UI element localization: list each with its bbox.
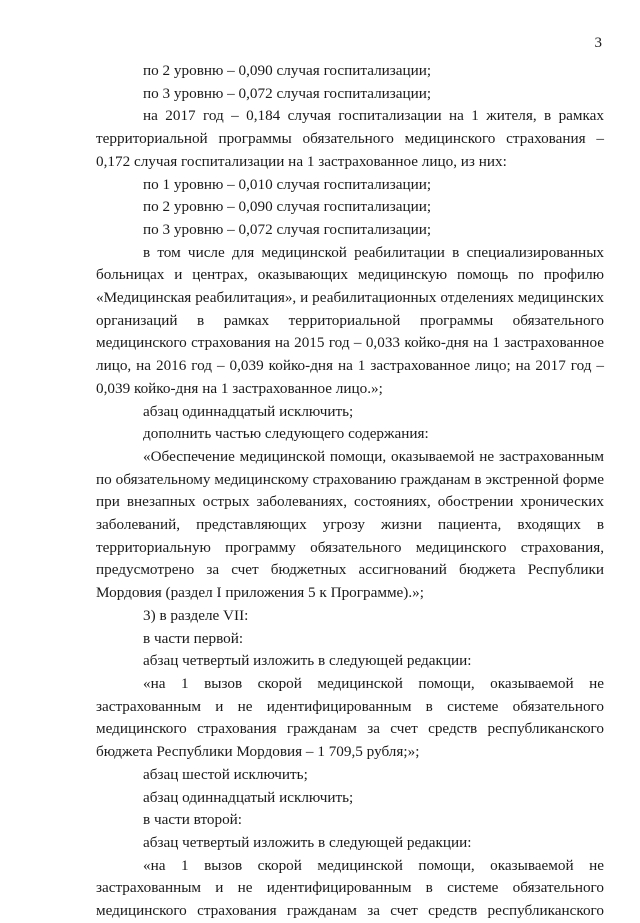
paragraph: дополнить частью следующего содержания: [143,425,429,443]
paragraph: «на 1 вызов скорой медицинской помощи, оказываемой не застрахованным и не идентифицированным в системе обязательного медицинского страхования гражданам за счет средств республиканского [96,856,604,920]
paragraph: «на 1 вызов скорой медицинской помощи, оказываемой не застрахованным и не идентифицированным в системе обязательного медицинского страхования гражданам за счет средств республиканского бюджета Республики Мордовия – 1 709,5 рубля;»; [96,674,604,761]
paragraph: абзац шестой исключить; [143,765,308,783]
paragraph: по 2 уровню – 0,090 случая госпитализации; [143,62,432,79]
paragraph: по 3 уровню – 0,072 случая госпитализации; [143,220,432,238]
paragraph: «Обеспечение медицинской помощи, оказываемой не застрахованным по обязательному медицинскому страхованию гражданам в экстренной форме при внезапных острых заболеваниях, состояниях, обострении хронических заболеваний, представляющих угрозу жизни пациента, входящих в территориальную программу обязательного медицинского страхования, предусмотрено за счет бюджетных ассигнований бюджета Республики Мордовия (раздел I приложения 5 к Программе).»; [96,447,604,602]
paragraph: абзац одиннадцатый исключить; [143,402,354,420]
page-number: 3 [594,35,602,51]
paragraph: абзац одиннадцатый исключить; [143,788,354,806]
paragraph: абзац четвертый изложить в следующей редакции: [143,652,472,670]
document-body [96,60,604,923]
paragraph: в части второй: [143,811,243,829]
paragraph: по 3 уровню – 0,072 случая госпитализации; [143,84,432,102]
paragraph: по 1 уровню – 0,010 случая госпитализации; [143,175,432,193]
paragraph: в том числе для медицинской реабилитации в специализированных больницах и центрах, оказывающих медицинскую помощь по профилю «Медицинская реабилитация», и реабилитационных отделениях медицинских организаций в рамках территориальной программы обязательного медицинского страхования на 2015 год – 0,033 койко-дня на 1 застрахованное лицо, на 2016 год – 0,039 койко-дня на 1 застрахованное лицо; на 2017 год – 0,039 койко-дня на 1 застрахованное лицо.»; [96,243,604,397]
paragraph: абзац четвертый изложить в следующей редакции: [143,833,472,851]
paragraph: в части первой: [143,629,244,647]
paragraph: на 2017 год – 0,184 случая госпитализации на 1 жителя, в рамках территориальной программы обязательного медицинского страхования – 0,172 случая госпитализации на 1 застрахованное лицо, из них: [96,107,604,170]
paragraph: по 2 уровню – 0,090 случая госпитализации; [143,198,432,216]
paragraph: 3) в разделе VII: [143,606,249,624]
